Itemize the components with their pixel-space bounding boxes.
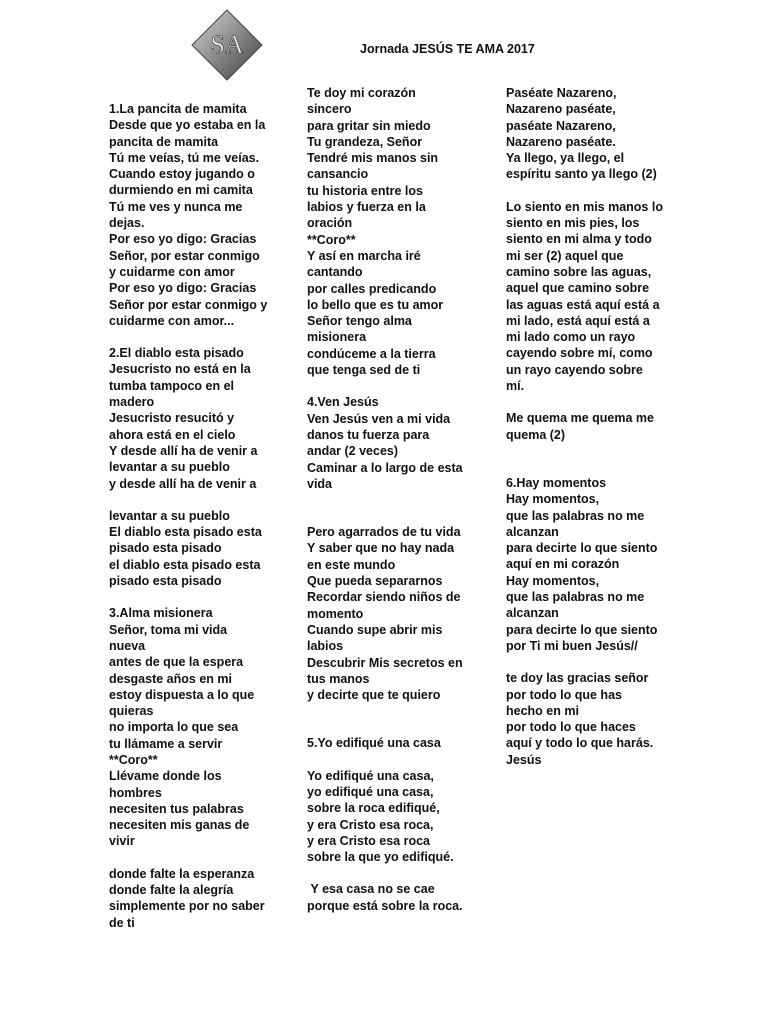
lyric-line: antes de que la espera (109, 655, 244, 670)
lyric-line: El diablo esta pisado esta (109, 525, 262, 540)
lyric-line: siento en mi alma y todo (506, 232, 652, 247)
lyric-line: y cuidarme con amor (109, 264, 235, 279)
lyric-line: aquí y todo lo que harás. (506, 736, 654, 751)
lyric-line: por todo lo que haces (506, 720, 636, 735)
lyric-line: pisado esta pisado (109, 574, 222, 589)
lyric-line: Que pueda separarnos (307, 574, 443, 589)
lyric-line: Y desde allí ha de venir a (109, 443, 258, 458)
lyric-line: tu historia entre los (307, 183, 423, 198)
song-title-1: 1.La pancita de mamita (109, 102, 247, 116)
logo (190, 8, 264, 82)
lyric-line: Me quema me quema me (506, 411, 654, 426)
song-lyrics-4a (307, 411, 467, 492)
lyric-line: quieras (109, 704, 154, 719)
lyric-line: Señor, por estar conmigo (109, 248, 260, 263)
lyric-line: Nazareno paséate, (506, 102, 616, 117)
lyric-line: Desde que yo estaba en la (109, 118, 266, 133)
lyric-line: y era Cristo esa roca (307, 833, 430, 848)
lyric-line: necesiten tus palabras (109, 801, 244, 816)
logo-diamond-icon (190, 8, 264, 82)
lyric-line: de ti (109, 915, 135, 930)
lyric-line: Tú me veías, tú me veías. (109, 150, 260, 165)
lyric-line: para decirte lo que siento (506, 622, 658, 637)
lyric-line: y desde allí ha de venir a (109, 476, 257, 491)
lyric-line: ahora está en el cielo (109, 427, 236, 442)
lyric-line: Señor, toma mi vida (109, 622, 228, 637)
lyric-line: cuidarme con amor... (109, 313, 235, 328)
lyric-line: tu llámame a servir (109, 736, 223, 751)
song-lyrics-5a (307, 768, 467, 866)
lyric-line: por calles predicando (307, 281, 437, 296)
lyric-line: cantando (307, 265, 363, 280)
song-title-5: 5.Yo edifiqué una casa (307, 736, 441, 751)
lyric-line: vida (307, 476, 333, 491)
column-1 (109, 101, 279, 931)
song-lyrics-2a (109, 361, 279, 491)
lyric-line: aquí en mi corazón (506, 557, 620, 572)
lyric-line: Ven Jesús ven a mi vida (307, 411, 451, 426)
column-2 (307, 85, 467, 914)
song-lyrics-6b (506, 670, 666, 768)
lyric-line: dejas. (109, 216, 145, 231)
lyric-line: que las palabras no me (506, 590, 645, 605)
lyric-line: un rayo cayendo sobre (506, 362, 643, 377)
lyric-line: para decirte lo que siento (506, 541, 658, 556)
page-title: Jornada JESÚS TE AMA 2017 (360, 42, 535, 56)
lyric-line: por Ti mi buen Jesús// (506, 638, 638, 653)
lyric-line: nueva (109, 638, 146, 653)
lyric-line: tus manos (307, 671, 370, 686)
lyric-line: Pero agarrados de tu vida (307, 525, 461, 540)
lyric-line: vivir (109, 834, 135, 849)
lyric-line: para gritar sin miedo (307, 118, 431, 133)
lyric-line: Tú me ves y nunca me (109, 199, 243, 214)
song-title-6: 6.Hay momentos (506, 475, 607, 490)
lyric-line: Por eso yo digo: Gracias (109, 281, 257, 296)
lyric-line: desgaste años en mi (109, 671, 232, 686)
lyric-line: Descubrir Mis secretos en (307, 655, 463, 670)
lyric-line: mi lado como un rayo (506, 330, 636, 345)
lyric-line: que las palabras no me (506, 508, 645, 523)
lyric-line: sobre la que yo edifiqué. (307, 850, 454, 865)
lyric-line: Llévame donde los (109, 769, 222, 784)
lyric-line: te doy las gracias señor (506, 671, 649, 686)
lyric-line: siento en mis pies, los (506, 216, 640, 231)
lyric-line: Y así en marcha iré (307, 248, 421, 263)
lyric-line: madero (109, 395, 155, 410)
lyric-line: no importa lo que sea (109, 720, 239, 735)
lyric-line: aquel que camino sobre (506, 281, 650, 296)
lyric-line: Hay momentos, (506, 573, 600, 588)
song-lyrics-3a (109, 622, 279, 850)
lyric-line: alcanzan (506, 524, 559, 539)
lyric-line: andar (2 veces) (307, 444, 399, 459)
lyric-line: Jesucristo resucitó y (109, 411, 235, 426)
lyric-line: hecho en mi (506, 703, 579, 718)
lyric-line: que tenga sed de ti (307, 363, 421, 378)
lyric-line: Cuando estoy jugando o (109, 167, 255, 182)
lyric-line: las aguas está aquí está a (506, 297, 660, 312)
song-lyrics-1 (109, 117, 279, 329)
lyric-line: durmiendo en mi camita (109, 183, 253, 198)
lyric-line: Paséate Nazareno, (506, 86, 617, 100)
lyric-line: Y esa casa no se cae (307, 882, 435, 897)
lyric-line: Cuando supe abrir mis (307, 622, 443, 637)
lyric-line: donde falte la esperanza (109, 866, 255, 881)
lyric-line: yo edifiqué una casa, (307, 784, 434, 799)
lyric-line: quema (2) (506, 427, 566, 442)
lyric-line: misionera (307, 330, 367, 345)
lyric-line: estoy dispuesta a lo que (109, 687, 255, 702)
lyric-line: mi ser (2) aquel que (506, 248, 624, 263)
lyric-line: pancita de mamita (109, 134, 219, 149)
lyric-line: hombres (109, 785, 162, 800)
lyric-line: danos tu fuerza para (307, 427, 430, 442)
lyric-line: Nazareno paséate. (506, 134, 616, 149)
song-lyrics-5d (506, 199, 666, 395)
song-title-4: 4.Ven Jesús (307, 395, 379, 410)
lyric-line: **Coro** (307, 232, 356, 247)
lyric-line: mí. (506, 379, 525, 394)
lyric-line: Por eso yo digo: Gracias (109, 232, 257, 247)
lyric-line: labios (307, 639, 344, 654)
lyric-line: Recordar siendo niños de (307, 590, 461, 605)
lyric-line: paséate Nazareno, (506, 118, 616, 133)
lyric-line: espíritu santo ya llego (2) (506, 167, 657, 182)
song-lyrics-3c (307, 85, 467, 378)
lyric-line: momento (307, 606, 364, 621)
lyric-line: camino sobre las aguas, (506, 264, 652, 279)
lyric-line: el diablo esta pisado esta (109, 557, 261, 572)
lyric-line: porque está sobre la roca. (307, 898, 463, 913)
column-3 (506, 85, 666, 768)
lyric-line: levantar a su pueblo (109, 460, 230, 475)
lyric-line: necesiten mis ganas de (109, 818, 250, 833)
lyric-line: Caminar a lo largo de esta (307, 460, 463, 475)
lyric-line: Te doy mi corazón (307, 86, 416, 100)
lyric-line: Tu grandeza, Señor (307, 134, 423, 149)
song-lyrics-6a (506, 491, 666, 654)
lyric-line: y era Cristo esa roca, (307, 817, 434, 832)
lyric-line: Tendré mis manos sin (307, 151, 439, 166)
song-lyrics-5c (506, 85, 666, 183)
lyric-line: Jesucristo no está en la (109, 362, 251, 377)
song-lyrics-2b (109, 508, 279, 589)
lyric-line: Señor tengo alma (307, 314, 412, 329)
lyric-line: donde falte la alegría (109, 883, 234, 898)
lyric-line: simplemente por no saber (109, 899, 265, 914)
song-lyrics-5e (506, 410, 666, 443)
song-title-2: 2.El diablo esta pisado (109, 346, 244, 361)
lyric-line: mi lado, está aquí está a (506, 313, 650, 328)
lyric-line: Jesús (506, 752, 542, 767)
lyric-line: labios y fuerza en la (307, 200, 426, 215)
lyric-line: por todo lo que has (506, 687, 622, 702)
song-lyrics-5b (307, 881, 467, 914)
song-lyrics-3b (109, 866, 279, 931)
lyric-line: sobre la roca edifiqué, (307, 801, 440, 816)
lyric-line: oración (307, 216, 353, 231)
song-lyrics-4b (307, 524, 467, 703)
song-title-3: 3.Alma misionera (109, 606, 213, 621)
lyric-line: cansancio (307, 167, 369, 182)
lyric-line: pisado esta pisado (109, 541, 222, 556)
lyric-line: Señor por estar conmigo y (109, 297, 268, 312)
lyric-line: lo bello que es tu amor (307, 297, 444, 312)
lyric-line: **Coro** (109, 752, 158, 767)
lyric-line: Hay momentos, (506, 492, 600, 507)
lyric-line: Ya llego, ya llego, el (506, 151, 625, 166)
lyric-line: alcanzan (506, 606, 559, 621)
logo-text: SA (210, 30, 244, 59)
lyric-line: en este mundo (307, 557, 396, 572)
lyric-line: condúceme a la tierra (307, 346, 436, 361)
lyric-line: Lo siento en mis manos lo (506, 199, 663, 214)
lyric-line: levantar a su pueblo (109, 508, 230, 523)
lyric-line: Yo edifiqué una casa, (307, 768, 434, 783)
lyric-line: Y saber que no hay nada (307, 541, 455, 556)
lyric-line: tumba tampoco en el (109, 378, 235, 393)
lyric-line: sincero (307, 102, 352, 117)
lyric-line: cayendo sobre mí, como (506, 346, 653, 361)
lyric-line: y decirte que te quiero (307, 688, 441, 703)
